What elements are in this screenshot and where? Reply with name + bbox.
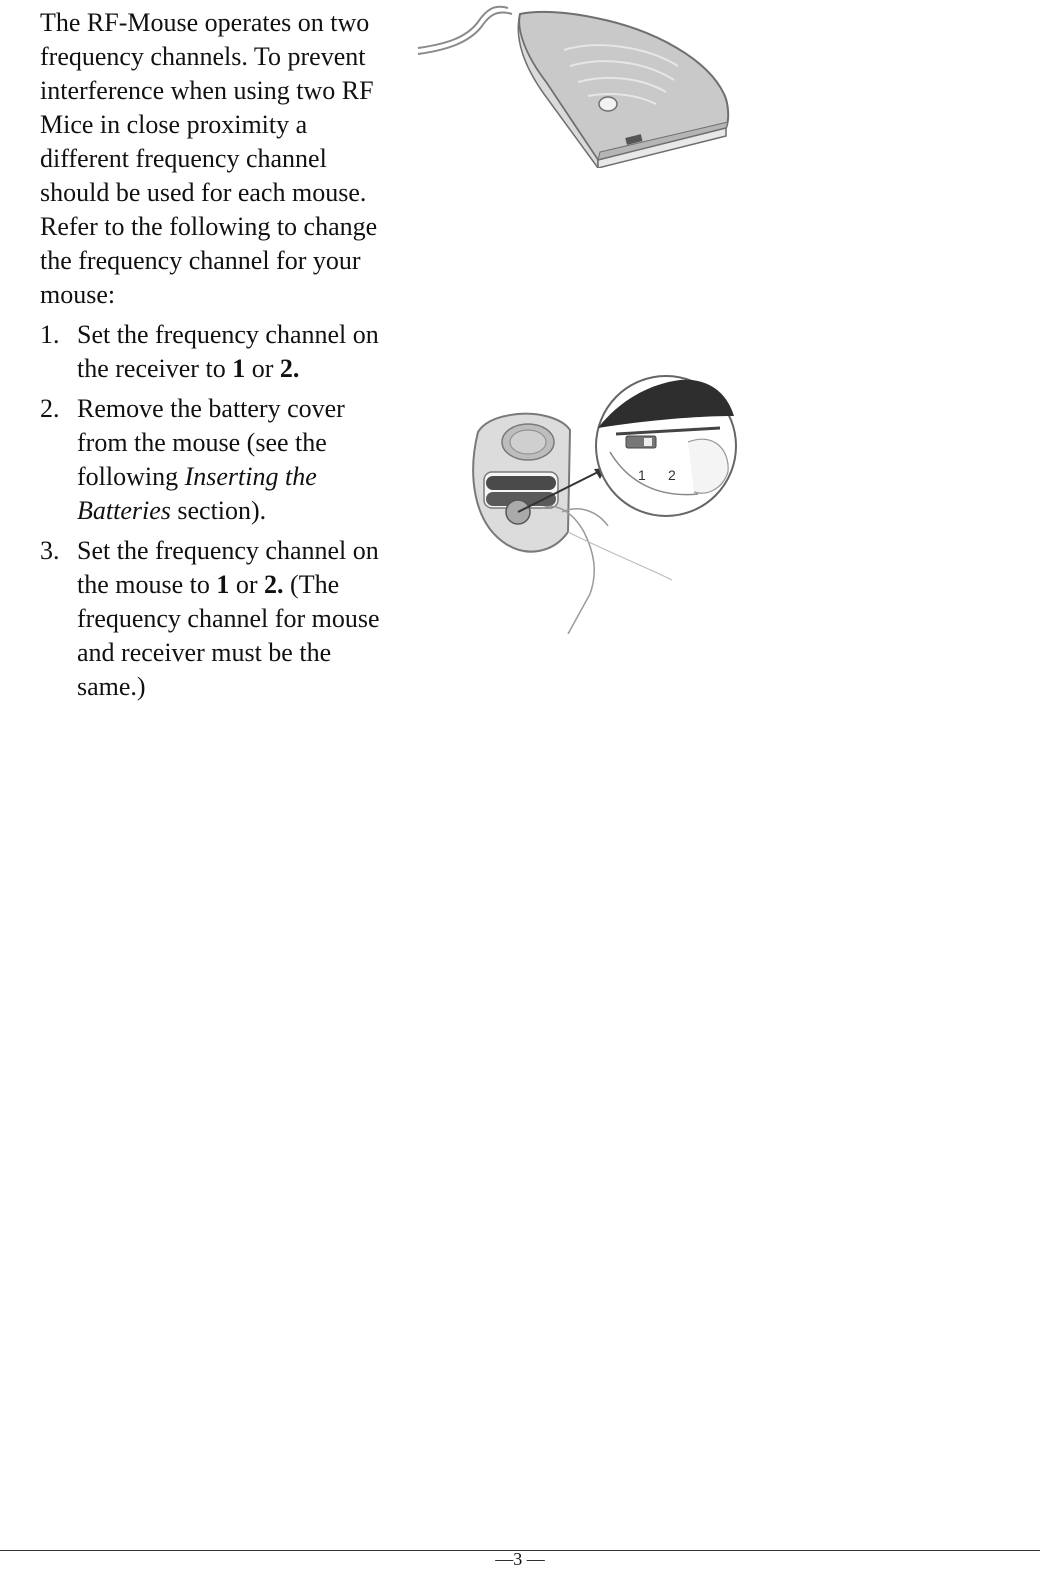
step-text: Set the frequency channel on the mouse to [77,536,379,599]
step-bold-value: 2. [264,570,284,599]
step-text: Remove the battery cover from the mouse (see the following [77,394,345,491]
step-note: (The frequency channel for mouse and receiver must be the same.) [77,570,380,701]
step-bold-value: 1 [216,570,230,599]
steps-list [40,318,400,704]
step-text: section). [170,496,267,525]
step-number: 2. [40,394,60,423]
mouse-switch-illustration [458,372,744,634]
step-bold-value: 2. [279,354,300,383]
step-bold-value: 1 [232,354,246,383]
step-2 [40,392,400,528]
step-text: Set the frequency channel on the receiver to [77,320,379,383]
intro-paragraph: The RF-Mouse operates on two frequency channels. To prevent interference when using two RF Mice in close proximity a different frequency channel should be used for each mouse. Refer to the following to change the frequency channel for your mouse: [40,8,378,309]
step-1 [40,318,400,386]
step-3 [40,534,400,704]
page-number: —3 — [495,1549,545,1569]
step-text: or [229,570,265,599]
instructions-column [40,6,400,710]
step-text: or [245,354,280,383]
channel-1-label: 1 [638,467,646,483]
step-number: 1. [40,320,60,349]
channel-2-label: 2 [668,467,676,483]
receiver-illustration [416,0,736,168]
step-number: 3. [40,536,60,565]
section-reference: Inserting the Batteries [77,462,317,525]
